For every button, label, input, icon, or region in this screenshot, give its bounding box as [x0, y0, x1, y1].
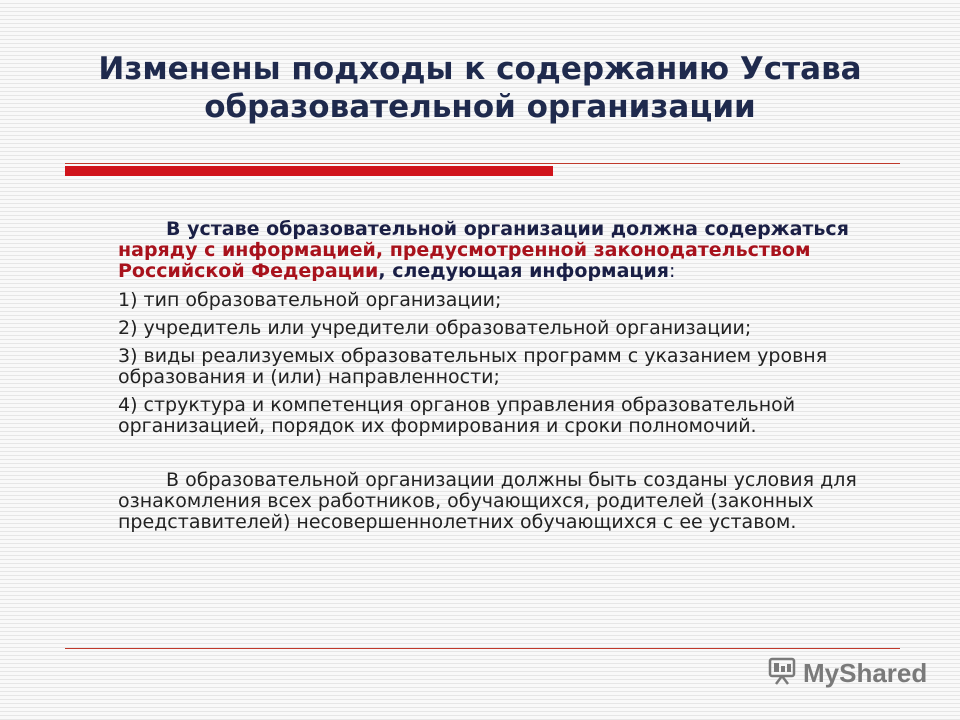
logo-text: MyShared — [803, 657, 928, 688]
divider-top-thin — [65, 163, 900, 164]
closing-paragraph — [118, 470, 878, 533]
slide-title-line-2: образовательной организации — [204, 89, 756, 125]
intro-text-part1: В уставе образовательной организации должна содержаться — [166, 218, 849, 240]
intro-colon: : — [669, 260, 676, 282]
myshared-logo[interactable] — [767, 658, 927, 688]
slide-title-line-1: Изменены подходы к содержанию Устава — [98, 51, 862, 87]
slide-body — [118, 219, 878, 533]
closing-paragraph-text: В образовательной организации должны быть созданы условия для ознакомления всех работников, обучающихся, родителей (законных представителей) несовершеннолетних обучающихся с ее уставом. — [118, 469, 857, 533]
list-item: 2) учредитель или учредители образовательной организации; — [118, 317, 752, 339]
divider-top-thick — [65, 166, 553, 176]
list-item: 3) виды реализуемых образовательных программ с указанием уровня образования и (или) направленности; — [118, 345, 828, 388]
intro-paragraph — [118, 219, 878, 282]
slide-title — [40, 50, 920, 126]
presentation-board-icon — [767, 656, 797, 690]
intro-text-part2: , следующая информация — [378, 260, 669, 282]
list-item: 4) структура и компетенция органов управления образовательной организацией, порядок их формирования и сроки полномочий. — [118, 394, 796, 437]
intro-highlight: наряду с информацией, предусмотренной законодательством Российской Федерации — [118, 239, 811, 282]
divider-bottom-thin — [65, 648, 900, 649]
list-item: 1) тип образовательной организации; — [118, 289, 502, 311]
